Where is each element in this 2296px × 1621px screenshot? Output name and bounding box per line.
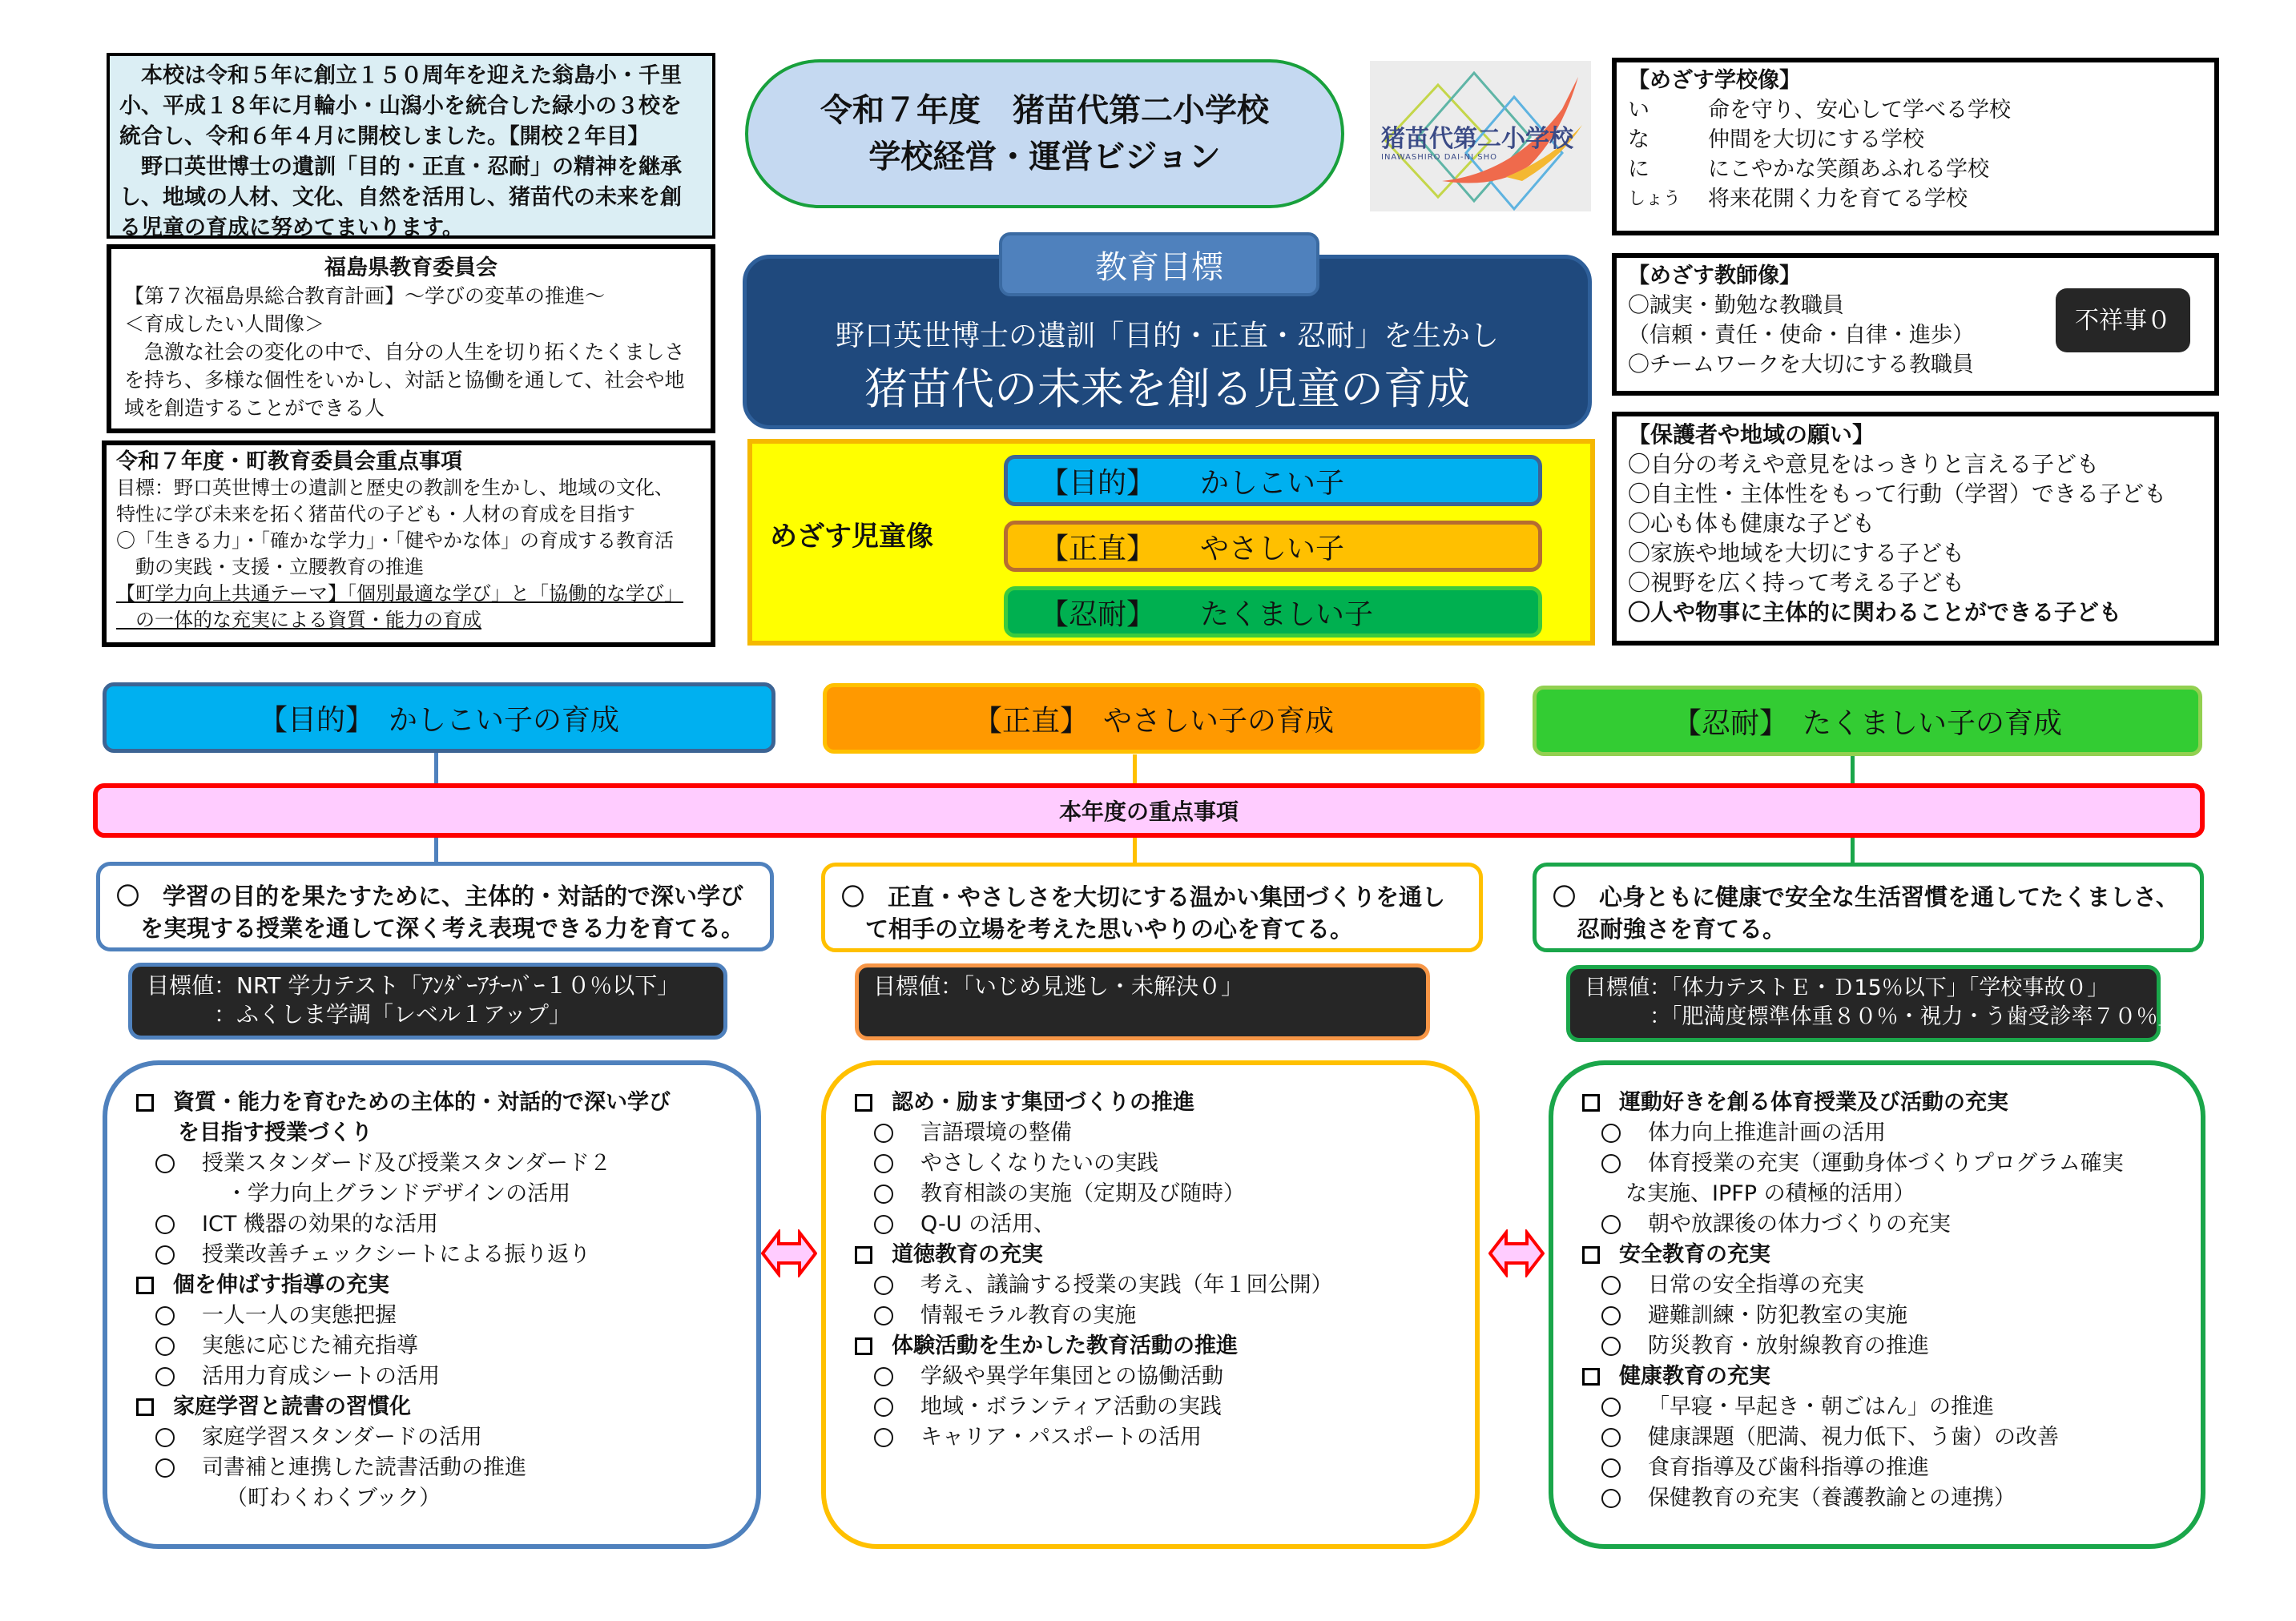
trait-key: 【目的】 [1040, 466, 1156, 500]
item-text: 体育授業の充実（運動身体づくりプログラム確実 [1648, 1151, 2124, 1176]
trait-purpose [1004, 455, 1542, 506]
circle-bullet-icon [874, 1367, 893, 1386]
circle-bullet-icon [155, 1458, 175, 1478]
item-text: 学級や異学年集団との協働活動 [920, 1364, 1223, 1389]
parents-wish-line: 〇人や物事に主体的に関わることができる子ども [1628, 599, 2122, 625]
school-image-row [1628, 95, 2203, 125]
section-heading [1577, 1240, 2177, 1270]
logo-subtext: INAWASHIRO DAI-NI SHO [1381, 153, 1497, 162]
section-item [1577, 1209, 2177, 1240]
circle-bullet-icon [874, 1398, 893, 1417]
item-text: 食育指導及び歯科指導の推進 [1648, 1455, 1929, 1480]
circle-bullet-icon [874, 1428, 893, 1447]
item-text: Q-U の活用、 [920, 1212, 1056, 1237]
column-header-purpose: 【目的】 かしこい子の育成 [103, 682, 775, 753]
column-statement [1533, 863, 2204, 952]
item-text: 保健教育の充実（養護教諭との連携） [1648, 1486, 2016, 1510]
item-text: 日常の安全指導の充実 [1648, 1273, 1864, 1297]
action-plan-box [821, 1060, 1480, 1549]
item-text: 教育相談の実施（定期及び随時） [920, 1181, 1245, 1206]
town-line: 目標：野口英世博士の遺訓と歴史の教訓を生かし、地域の文化、 [116, 477, 674, 499]
item-text: 言語環境の整備 [920, 1120, 1072, 1145]
statement-line: て相手の立場を考えた思いやりの心を育てる。 [865, 915, 1354, 943]
column-header-honesty: 【正直】 やさしい子の育成 [823, 683, 1484, 754]
target-value-box [855, 963, 1430, 1040]
target-value-box [128, 963, 727, 1040]
section-title: 安全教育の充実 [1619, 1242, 1770, 1267]
circle-bullet-icon [1601, 1428, 1621, 1447]
section-item [131, 1422, 732, 1453]
section-heading [131, 1392, 732, 1422]
item-text: 体力向上推進計画の活用 [1648, 1120, 1886, 1145]
education-goal-line-1: 野口英世博士の遺訓「目的・正直・忍耐」を生かし [835, 320, 1499, 352]
section-item [131, 1209, 732, 1240]
town-theme-line: の一体的な充実による資質・能力の育成 [116, 609, 481, 631]
school-image-heading: 【めざす学校像】 [1628, 68, 1801, 93]
teacher-image-line: 〇チームワークを大切にする教職員 [1628, 352, 1974, 377]
section-item [1577, 1301, 2177, 1331]
circle-bullet-icon [155, 1154, 175, 1173]
circle-bullet-icon [1601, 1154, 1621, 1173]
circle-bullet-icon [1601, 1276, 1621, 1295]
section-item [850, 1270, 1451, 1301]
section-item [850, 1148, 1451, 1179]
row-value: にこやかな笑顔あふれる学校 [1708, 157, 1989, 182]
square-bullet-icon [1582, 1368, 1600, 1386]
school-intro-box [107, 53, 715, 239]
priority-banner: 本年度の重点事項 [93, 783, 2205, 838]
section-item [1577, 1453, 2177, 1483]
circle-bullet-icon [874, 1124, 893, 1143]
section-item [1577, 1483, 2177, 1514]
item-text: 「早寝・早起き・朝ごはん」の推進 [1648, 1394, 1994, 1419]
prefecture-board-title: 福島県教育委員会 [324, 255, 497, 280]
action-plan-box [103, 1060, 761, 1549]
section-title: 体験活動を生かした教育活動の推進 [892, 1333, 1238, 1358]
row-key: に [1628, 157, 1649, 182]
parents-wish-line: 〇自分の考えや意見をはっきりと言える子ども [1628, 451, 2100, 477]
page-title [745, 59, 1344, 208]
section-item [131, 1301, 732, 1331]
item-text: 家庭学習スタンダードの活用 [202, 1425, 482, 1450]
teacher-image-line: （信頼・責任・使命・自律・進歩） [1628, 323, 1974, 348]
prefecture-line: 域を創造することができる人 [124, 396, 385, 420]
intro-line: 本校は令和５年に創立１５０周年を迎えた翁島小・千里 [119, 63, 682, 88]
town-line: 特性に学び未来を拓く猪苗代の子ども・人材の育成を目指す [116, 503, 635, 525]
item-text: 朝や放課後の体力づくりの充実 [1648, 1212, 1951, 1237]
intro-line: 小、平成１８年に月輪小・山潟小を統合した緑小の３校を [119, 94, 682, 119]
school-image-box [1612, 58, 2219, 235]
intro-line: 統合し、令和６年４月に開校しました。【開校２年目】 [119, 124, 650, 149]
column-statement [821, 863, 1483, 952]
circle-bullet-icon [155, 1428, 175, 1447]
school-image-row [1628, 184, 2203, 214]
column-header-perseverance: 【忍耐】 たくましい子の育成 [1533, 686, 2202, 756]
target-line: 目標値：「体力テストＥ・Ｄ15％以下」「学校事故０」 [1585, 975, 2109, 1000]
section-heading [1577, 1362, 2177, 1392]
teacher-image-line: 〇誠実・勤勉な教職員 [1628, 293, 1844, 318]
item-text: 実態に応じた補充指導 [202, 1333, 418, 1358]
circle-bullet-icon [874, 1306, 893, 1325]
circle-bullet-icon [155, 1245, 175, 1265]
parents-wish-line: 〇視野を広く持って考える子ども [1628, 569, 1965, 596]
section-heading [131, 1088, 732, 1118]
intro-line: る児童の育成に努めてまいります。 [119, 215, 464, 240]
item-text: 情報モラル教育の実施 [920, 1303, 1137, 1328]
prefecture-plan: 【第７次福島県総合教育計画】～学びの変革の推進～ [124, 284, 606, 308]
section-item [131, 1331, 732, 1362]
section-item [1577, 1148, 2177, 1179]
section-heading [850, 1240, 1451, 1270]
row-value: 仲間を大切にする学校 [1708, 127, 1924, 152]
section-title: 資質・能力を育むための主体的・対話的で深い学び [173, 1090, 671, 1115]
section-item [1577, 1331, 2177, 1362]
square-bullet-icon [136, 1398, 154, 1416]
item-text: 防災教育・放射線教育の推進 [1648, 1333, 1929, 1358]
circle-bullet-icon [1601, 1337, 1621, 1356]
square-bullet-icon [136, 1277, 154, 1294]
section-item [850, 1179, 1451, 1209]
circle-bullet-icon [1601, 1398, 1621, 1417]
education-goal-line-2: 猪苗代の未来を創る児童の育成 [864, 364, 1470, 414]
section-title: 運動好きを創る体育授業及び活動の充実 [1619, 1090, 2008, 1115]
row-key: しょう [1628, 189, 1682, 209]
column-statement [96, 862, 774, 951]
circle-bullet-icon [1601, 1215, 1621, 1234]
circle-bullet-icon [155, 1215, 175, 1234]
target-line: 目標値：「いじめ見逃し・未解決０」 [873, 973, 1244, 1000]
trait-perseverance [1004, 586, 1542, 638]
item-cont: ・学力向上グランドデザインの活用 [226, 1181, 571, 1206]
section-item [850, 1392, 1451, 1422]
trait-value: たくましい子 [1200, 597, 1374, 631]
circle-bullet-icon [874, 1215, 893, 1234]
statement-line: 忍耐強さを育てる。 [1577, 915, 1786, 943]
target-value-box [1566, 965, 2180, 1042]
statement-line: 〇 正直・やさしさを大切にする温かい集団づくりを通し [841, 883, 1446, 911]
aspired-child-box [747, 439, 1595, 646]
item-text: 地域・ボランティア活動の実践 [920, 1394, 1222, 1419]
item-text: 一人一人の実態把握 [202, 1303, 397, 1328]
intro-line: し、地域の人材、文化、自然を活用し、猪苗代の未来を創 [119, 185, 682, 210]
prefecture-line: を持ち、多様な個性をいかし、対話と協働を通して、社会や地 [124, 368, 685, 392]
title-line-2: 学校経営・運営ビジョン [868, 139, 1221, 175]
section-item [131, 1453, 732, 1483]
item-cont: な実施、IPFP の積極的活用） [1625, 1181, 1915, 1206]
circle-bullet-icon [874, 1185, 893, 1204]
title-line-1: 令和７年度 猪苗代第二小学校 [820, 92, 1269, 129]
section-item [850, 1209, 1451, 1240]
circle-bullet-icon [874, 1154, 893, 1173]
parents-wish-line: 〇自主性・主体性をもって行動（学習）できる子ども [1628, 481, 2167, 507]
section-item [850, 1118, 1451, 1148]
teacher-image-heading: 【めざす教師像】 [1628, 263, 1801, 288]
circle-bullet-icon [155, 1337, 175, 1356]
prefecture-board-box [107, 244, 715, 433]
education-goal-tab: 教育目標 [999, 232, 1319, 296]
circle-bullet-icon [1601, 1124, 1621, 1143]
section-heading [850, 1331, 1451, 1362]
intro-line: 野口英世博士の遺訓「目的・正直・忍耐」の精神を継承 [119, 155, 682, 179]
section-heading [131, 1270, 732, 1301]
circle-bullet-icon [1601, 1458, 1621, 1478]
section-title-cont: を目指す授業づくり [178, 1120, 373, 1145]
school-image-row [1628, 155, 2203, 184]
item-text: 授業スタンダード及び授業スタンダード２ [202, 1151, 611, 1176]
section-title: 個を伸ばす指導の充実 [173, 1273, 389, 1297]
town-line: 動の実践・支援・立腰教育の推進 [116, 556, 424, 578]
row-value: 将来花開く力を育てる学校 [1708, 187, 1968, 211]
town-board-box [102, 440, 715, 647]
section-title: 健康教育の充実 [1619, 1364, 1770, 1389]
section-item [850, 1422, 1451, 1453]
section-item [850, 1362, 1451, 1392]
square-bullet-icon [855, 1246, 872, 1264]
trait-honesty [1004, 521, 1542, 572]
row-value: 命を守り、安心して学べる学校 [1708, 98, 2011, 123]
circle-bullet-icon [874, 1276, 893, 1295]
statement-line: 〇 学習の目的を果たすために、主体的・対話的で深い学び [116, 883, 744, 910]
parents-wish-box [1612, 412, 2219, 646]
item-text: 活用力育成シートの活用 [202, 1364, 440, 1389]
item-text: 授業改善チェックシートによる振り返り [202, 1242, 591, 1267]
section-item [131, 1148, 732, 1179]
school-image-row [1628, 125, 2203, 155]
town-theme-line: 【町学力向上共通テーマ】「個別最適な学び」と「協働的な学び」 [116, 582, 683, 605]
trait-key: 【忍耐】 [1040, 597, 1156, 631]
item-cont: （町わくわくブック） [226, 1486, 441, 1510]
parents-wish-line: 〇家族や地域を大切にする子ども [1628, 540, 1965, 566]
statement-line: 〇 心身ともに健康で安全な生活習慣を通してたくましさ、 [1553, 883, 2179, 911]
trait-value: やさしい子 [1200, 532, 1345, 565]
circle-bullet-icon [1601, 1306, 1621, 1325]
section-item [131, 1240, 732, 1270]
section-item [1577, 1422, 2177, 1453]
row-key: な [1628, 127, 1649, 152]
item-text: キャリア・パスポートの活用 [920, 1425, 1202, 1450]
item-text: 避難訓練・防犯教室の実施 [1648, 1303, 1907, 1328]
target-line: 目標値：NRT 学力テスト「ｱﾝﾀﾞｰｱﾁｰﾊﾞｰ１０％以下」 [147, 972, 680, 999]
section-item [131, 1362, 732, 1392]
square-bullet-icon [855, 1337, 872, 1355]
row-key: い [1628, 98, 1649, 123]
target-line: ：ふくしま学調「レベル１アップ」 [147, 1001, 572, 1028]
square-bullet-icon [855, 1094, 872, 1112]
item-text: 司書補と連携した読書活動の推進 [202, 1455, 526, 1480]
no-misconduct-badge: 不祥事０ [2056, 288, 2190, 352]
section-item [1577, 1392, 2177, 1422]
parents-wish-heading: 【保護者や地域の願い】 [1628, 421, 1875, 448]
trait-value: かしこい子 [1200, 466, 1345, 500]
aspired-child-label: めざす児童像 [770, 521, 933, 553]
teacher-image-box [1612, 253, 2219, 396]
item-text: ICT 機器の効果的な活用 [202, 1212, 438, 1237]
trait-key: 【正直】 [1040, 532, 1156, 565]
item-text: 考え、議論する授業の実践（年１回公開） [920, 1273, 1333, 1297]
statement-line: を実現する授業を通して深く考え表現できる力を育てる。 [140, 915, 745, 942]
prefecture-line: 急激な社会の変化の中で、自分の人生を切り拓くたくましさ [124, 340, 685, 364]
section-heading [1577, 1088, 2177, 1118]
square-bullet-icon [1582, 1094, 1600, 1112]
section-title: 認め・励ます集団づくりの推進 [892, 1090, 1194, 1115]
section-title: 家庭学習と読書の習慣化 [173, 1394, 411, 1419]
item-text: やさしくなりたいの実践 [920, 1151, 1158, 1176]
action-plan-box [1549, 1060, 2205, 1549]
square-bullet-icon [136, 1094, 154, 1112]
section-item [1577, 1118, 2177, 1148]
double-arrow-icon [761, 1229, 817, 1277]
parents-wish-line: 〇心も体も健康な子ども [1628, 510, 1875, 537]
item-text: 健康課題（肥満、視力低下、う歯）の改善 [1648, 1425, 2059, 1450]
section-title: 道徳教育の充実 [892, 1242, 1043, 1267]
school-logo [1370, 61, 1591, 211]
prefecture-subtitle: ＜育成したい人間像＞ [124, 312, 325, 336]
double-arrow-icon [1488, 1229, 1545, 1277]
target-line: ：「肥満度標準体重８０％・視力・う歯受診率７０％」 [1585, 1004, 2180, 1029]
circle-bullet-icon [155, 1367, 175, 1386]
square-bullet-icon [1582, 1246, 1600, 1264]
section-item [1577, 1270, 2177, 1301]
circle-bullet-icon [1601, 1489, 1621, 1508]
circle-bullet-icon [155, 1306, 175, 1325]
town-line: 〇「生きる力」・「確かな学力」・「健やかな体」の育成する教育活 [116, 529, 674, 552]
logo-text: 猪苗代第二小学校 [1381, 125, 1573, 153]
section-item [850, 1301, 1451, 1331]
town-board-title: 令和７年度・町教育委員会重点事項 [116, 449, 462, 474]
section-heading [850, 1088, 1451, 1118]
